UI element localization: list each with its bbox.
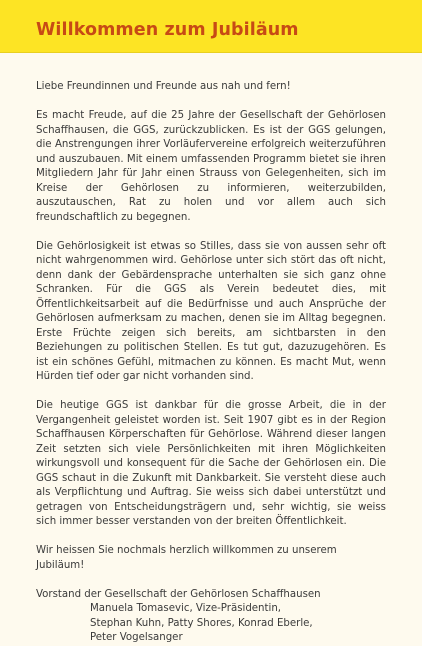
signature-organization: Vorstand der Gesellschaft der Gehörlosen Schaffhausen bbox=[36, 588, 321, 600]
paragraph-2: Die Gehörlosigkeit ist etwas so Stilles, dass sie von aussen sehr oft nicht wahrgenommen wird. Gehörlose unter sich stört das oft nicht, denn dank der Gebärdensprache unterhalten sie sich ganz ohne Schranken. Für die GGS als Verein bedeutet dies, mit Öffentlichkeitsarbeit auf die Bedürfnisse und auch Ansprüche der Gehörlosen aufmerksam zu machen, denen sie im Alltag begegnen. Erste Früchte zeigen sich bereits, am sichtbarsten in den Beziehungen zu politischen Stellen. Es tut gut, dazuzugehören. Es ist ein schönes Gefühl, mitmachen zu können. Es macht Mut, wenn Hürden tief oder gar nicht vorhanden sind. bbox=[36, 240, 386, 382]
page-title: Willkommen zum Jubiläum bbox=[36, 20, 299, 40]
signature-name: Peter Vogelsanger bbox=[90, 632, 183, 643]
header-banner bbox=[0, 0, 422, 53]
signature-name: Stephan Kuhn, Patty Shores, Konrad Eberle, bbox=[90, 617, 313, 629]
greeting: Liebe Freundinnen und Freunde aus nah und fern! bbox=[36, 81, 291, 92]
closing-line: Wir heissen Sie nochmals herzlich willkommen zu unserem Jubiläum! bbox=[36, 545, 337, 571]
signature-name: Manuela Tomasevic, Vize-Präsidentin, bbox=[90, 603, 282, 614]
signature-block bbox=[36, 588, 386, 646]
letter-body bbox=[36, 80, 386, 646]
paragraph-1: Es macht Freude, auf die 25 Jahre der Gesellschaft der Gehörlosen Schaffhausen, die GGS, zurückzublicken. Es ist der GGS gelungen, die Anstrengungen ihrer Vorläufervereine erfolgreich weiterzuführen und auszubauen. Mit einem umfassenden Programm bietet sie ihren Mitgliedern Jahr für Jahr einen Strauss von Gelegenheiten, sich im Kreise der Gehörlosen zu informieren, weiterzubilden, auszutauschen, Rat zu holen und vor allem auch sich freundschaftlich zu begegnen. bbox=[36, 110, 386, 223]
paragraph-3: Die heutige GGS ist dankbar für die grosse Arbeit, die in der Vergangenheit geleistet worden ist. Seit 1907 gibt es in der Region Schaffhausen Körperschaften für Gehörlose. Während dieser langen Zeit setzten sich viele Persönlichkeiten mit ihren Möglichkeiten wirkungsvoll und konsequent für die Sache der Gehörlosen ein. Die GGS schaut in die Zukunft mit Dankbarkeit. Sie versteht diese auch als Verpflichtung und Auftrag. Sie weiss sich dabei unterstützt und getragen von Entscheidungsträgern und, sehr wichtig, sie weiss sich immer besser verstanden von der breiten Öffentlichkeit. bbox=[36, 400, 386, 527]
